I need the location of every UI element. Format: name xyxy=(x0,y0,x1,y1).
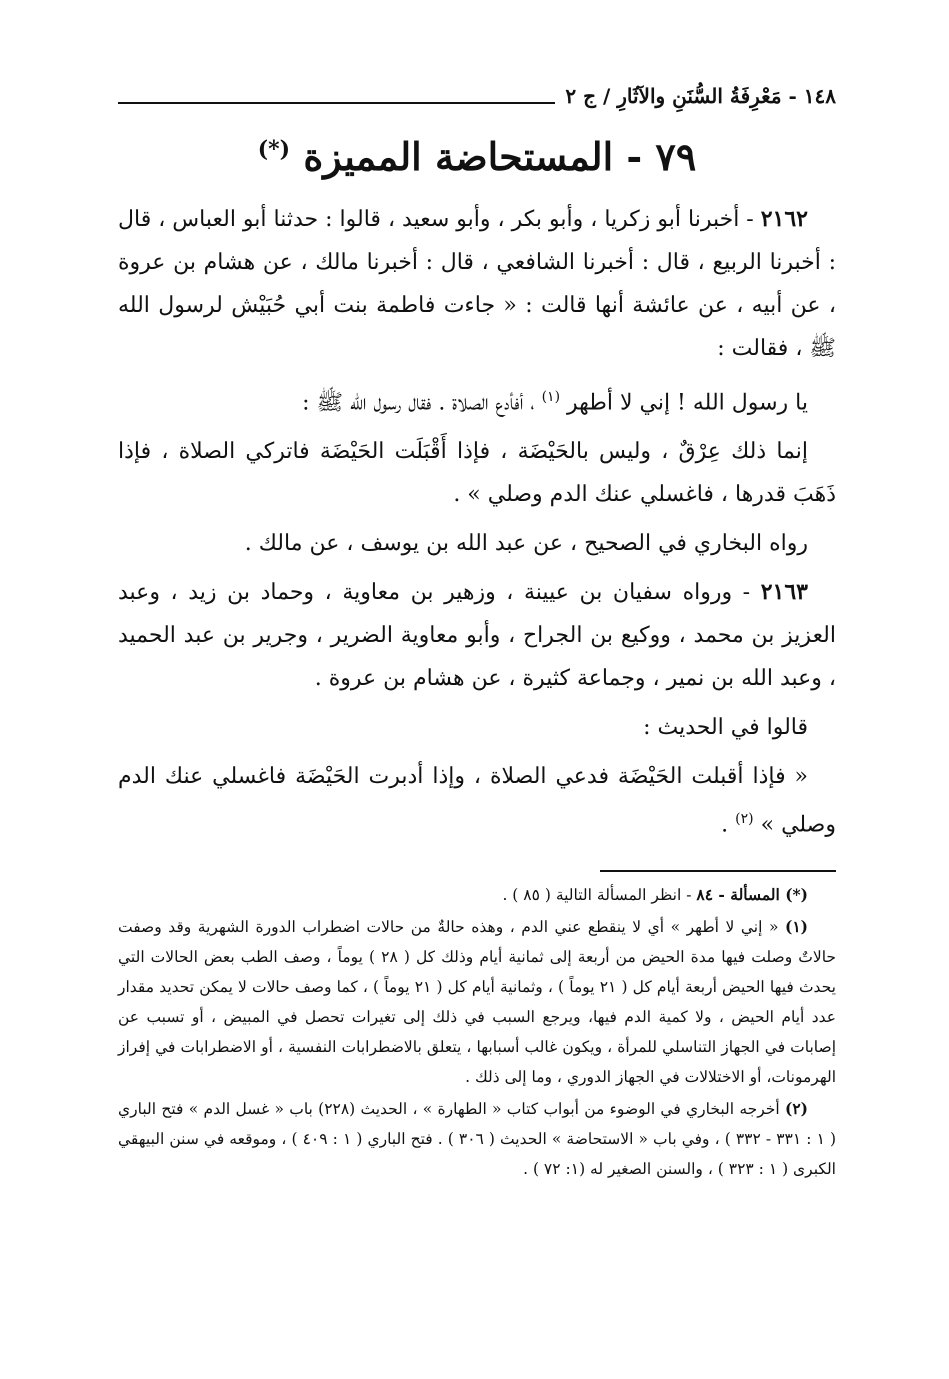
footnote-separator xyxy=(600,870,836,872)
chapter-footnote-mark: (*) xyxy=(257,136,291,163)
footnote-mark: (٢) xyxy=(784,1099,808,1119)
footnote-text: أخرجه البخاري في الوضوء من أبواب كتاب « الطهارة » ، الحديث (٢٢٨) باب « غسل الدم » فتح الباري ( ١ : ٣٣١ - ٣٣٢ ) ، وفي باب « الاستحاضة » الحديث ( ٣٠٦ ) . فتح الباري ( ١ : ٤٠٩ ) ، وموقعه في سنن البيهقي الكبرى ( ١ : ٣٢٣ ) ، والسنن الصغير له (١: ٧٢ ) . xyxy=(118,1100,837,1179)
hadith-number: ٢١٦٢ xyxy=(760,205,808,232)
header-rule xyxy=(118,102,555,104)
paragraph-text: « فإذا أقبلت الحَيْضَة فدعي الصلاة ، وإذا أدبرت الحَيْضَة فاغسلي عنك الدم وصلي » xyxy=(118,763,836,838)
footnote-2 xyxy=(118,1094,836,1184)
narration-paragraph xyxy=(118,522,836,565)
quote-paragraph xyxy=(118,755,836,846)
quote-paragraph xyxy=(118,376,836,424)
paragraph-text: يا رسول الله ! إني لا أطهر xyxy=(567,389,808,415)
footnote-mark: (١) xyxy=(784,917,808,937)
chapter-title-text: ٧٩ - المستحاضة المميزة xyxy=(303,134,697,179)
chapter-title xyxy=(118,134,836,180)
running-head xyxy=(118,72,836,108)
paragraph-text: إنما ذلك عِرْقٌ ، وليس بالحَيْضَة ، فإذا أَقْبَلَت الحَيْضَة فاتركي الصلاة ، فإذا ذَهَبَ قدرها ، فاغسلي عنك الدم وصلي » . xyxy=(118,438,836,507)
book-page xyxy=(118,72,836,1186)
footnote-text: - انظر المسألة التالية ( ٨٥ ) . xyxy=(502,886,697,905)
paragraph-text-cont: ، أفأدع الصلاة . فقال رسول الله ﷺ : xyxy=(302,389,542,415)
paragraph-text: رواه البخاري في الصحيح ، عن عبد الله بن يوسف ، عن مالك . xyxy=(244,530,808,556)
narration-paragraph xyxy=(118,706,836,749)
footnote-star xyxy=(118,880,836,910)
hadith-number: ٢١٦٣ xyxy=(760,578,808,605)
paragraph-text-cont: . xyxy=(721,812,736,838)
footnote-mark: (*) المسألة - ٨٤ xyxy=(696,885,808,905)
paragraph-text: - أخبرنا أبو زكريا ، وأبو بكر ، وأبو سعيد ، قالوا : حدثنا أبو العباس ، قال : أخبرنا الربيع ، قال : أخبرنا الشافعي ، قال : أخبرنا مالك ، عن هشام بن عروة ، عن أبيه ، عن عائشة أنها قالت : « جاءت فاطمة بنت أبي حُبَيْش لرسول الله ﷺ ، فقالت : xyxy=(118,206,836,361)
footnote-ref-2: (٢) xyxy=(735,810,754,827)
hadith-2162 xyxy=(118,198,836,370)
footnote-text: « إني لا أطهر » أي لا ينقطع عني الدم ، وهذه حالةٌ من حالات اضطراب الدورة الشهرية وقد وصفت حالاتٌ وصلت فيها مدة الحيض من أربعة إلى ثمانية أيام وذلك كل ( ٢٨ ) يوماً ، وصف الطب بعض الحالات التي يحدث فيها الحيض أربعة أيام كل ( ٢١ يوماً ) ، وثمانية أيام كل ( ٢١ يوماً ) ، كما وصف حالات لا يمكن تحديد مقدار عدد أيام الحيض ، ولا كمية الدم فيها، ويرجع السبب في ذلك إلى تغيرات تحصل في المبيض ، أو تسبب عن إصابات في الجهاز التناسلي للمرأة ، ويكون غالب أسبابها ، يتعلق بالاضطرابات النفسية ، أو الاضطرابات في إفراز الهرمونات، أو الاختلالات في الجهاز الدوري ، وما إلى ذلك . xyxy=(118,918,837,1087)
footnote-1 xyxy=(118,912,836,1092)
footnote-ref-1: (١) xyxy=(541,388,561,405)
paragraph-text: - ورواه سفيان بن عيينة ، وزهير بن معاوية ، وحماد بن زيد ، وعبد العزيز بن محمد ، ووكيع بن الجراح ، وأبو معاوية الضرير ، وجرير بن عبد الحميد ، وعبد الله بن نمير ، وجماعة كثيرة ، عن هشام بن عروة . xyxy=(118,579,836,691)
paragraph-text: قالوا في الحديث : xyxy=(643,714,808,740)
quote-paragraph xyxy=(118,430,836,516)
running-head-title: ١٤٨ - مَعْرِفَةُ السُّنَنِ والآثَارِ / ج ٢ xyxy=(565,84,836,108)
hadith-2163 xyxy=(118,571,836,700)
